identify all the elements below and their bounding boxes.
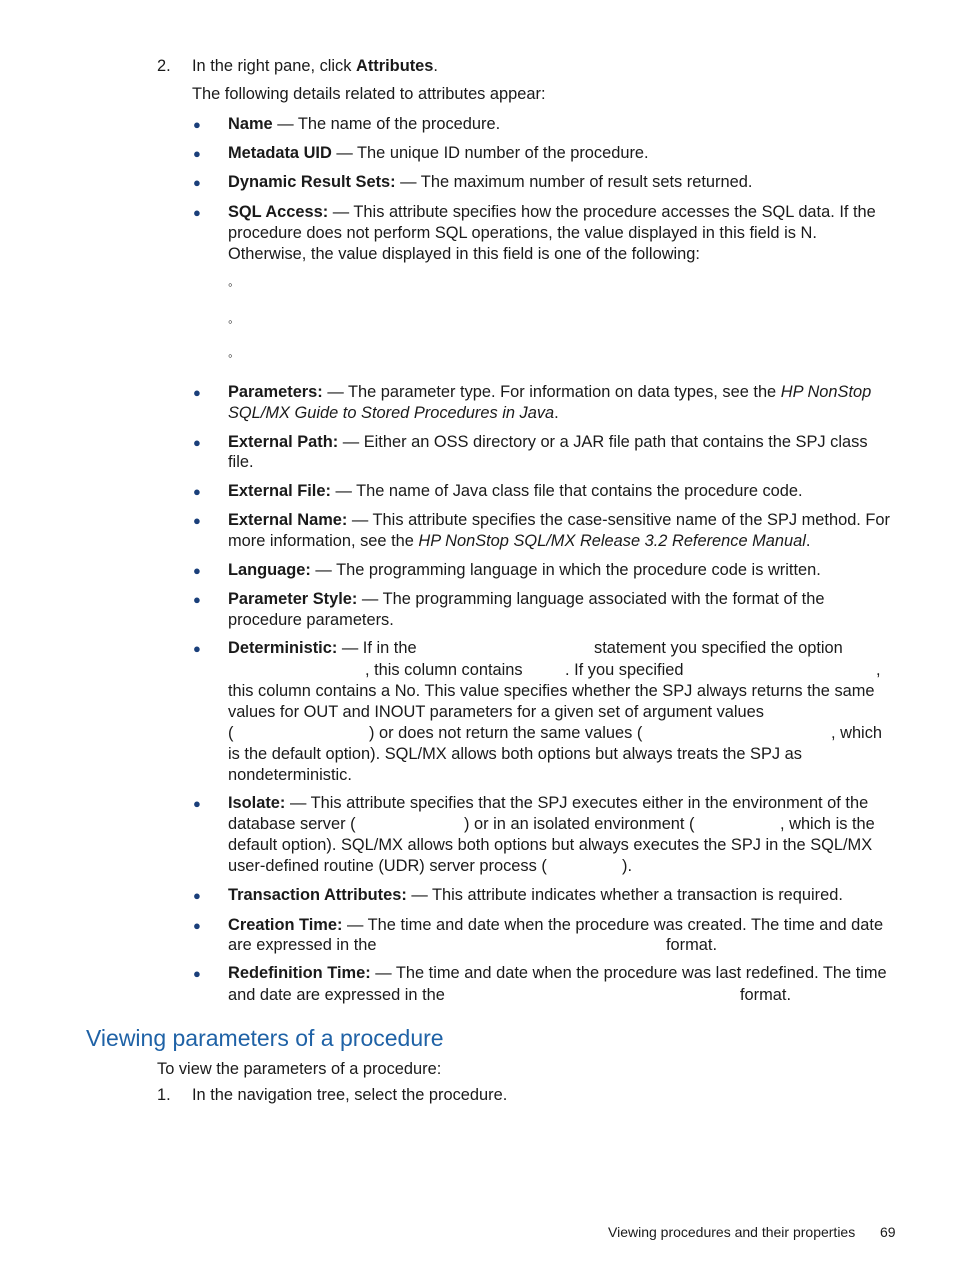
item-isolate-line2a: database server ( <box>228 815 356 833</box>
bullet-icon: ● <box>193 205 201 220</box>
section-heading: Viewing parameters of a procedure <box>86 1025 444 1051</box>
item-isolate-line2c: , which is the <box>780 815 875 833</box>
item-creation-time: Creation Time: — The time and date when the procedure was created. The time and date <box>228 916 884 934</box>
item-deterministic: Deterministic: — If in the <box>228 639 417 657</box>
item-dynamic-result-sets: Dynamic Result Sets: — The maximum number of result sets returned. <box>228 173 753 191</box>
item-transaction-attributes: Transaction Attributes: — This attribute indicates whether a transaction is required. <box>228 886 843 904</box>
item-external-file: External File: — The name of Java class file that contains the procedure code. <box>228 482 803 500</box>
bullet-icon: ● <box>193 918 201 933</box>
item-redefinition-time-line2a: and date are expressed in the <box>228 986 445 1004</box>
item-deterministic-line1b: statement you specified the option <box>594 639 843 657</box>
bullet-icon: ● <box>193 513 201 528</box>
item-name: Name — The name of the procedure. <box>228 115 501 133</box>
item-isolate-line4b: ). <box>622 857 633 875</box>
bullet-icon: ● <box>193 563 201 578</box>
item-deterministic-line2b: . If you specified <box>565 661 684 679</box>
item-isolate: Isolate: — This attribute specifies that the SPJ executes either in the environment of the <box>228 794 869 812</box>
bullet-icon: ● <box>193 117 201 132</box>
step-2-text: In the right pane, click Attributes. <box>192 57 438 75</box>
item-isolate-line2b: ) or in an isolated environment ( <box>464 815 695 833</box>
item-external-path-line2: file. <box>228 453 254 471</box>
sub-bullet-icon: ◦ <box>228 314 233 329</box>
bullet-icon: ● <box>193 592 201 607</box>
item-isolate-line4a: user-defined routine (UDR) server process ( <box>228 857 547 875</box>
item-deterministic-line3: this column contains a No. This value specifies whether the SPJ always returns the same <box>228 682 875 700</box>
bullet-icon: ● <box>193 484 201 499</box>
page-number: 69 <box>880 1224 896 1240</box>
item-deterministic-line2c: , <box>876 661 881 679</box>
bullet-icon: ● <box>193 888 201 903</box>
item-parameter-style: Parameter Style: — The programming language associated with the format of the <box>228 590 825 608</box>
item-sql-access-line2: procedure does not perform SQL operations, the value displayed in this field is N. <box>228 224 817 242</box>
intro-text: The following details related to attributes appear: <box>192 85 546 103</box>
item-parameters-line2: SQL/MX Guide to Stored Procedures in Java. <box>228 404 559 422</box>
item-parameter-style-line2: procedure parameters. <box>228 611 394 629</box>
item-metadata-uid: Metadata UID — The unique ID number of the procedure. <box>228 144 649 162</box>
section-intro: To view the parameters of a procedure: <box>157 1060 442 1078</box>
item-deterministic-line5a: ( <box>228 724 234 742</box>
item-creation-time-line2a: are expressed in the <box>228 936 377 954</box>
item-isolate-line3: default option). SQL/MX allows both options but always executes the SPJ in the SQL/MX <box>228 836 873 854</box>
item-deterministic-line5b: ) or does not return the same values ( <box>369 724 643 742</box>
sub-bullet-icon: ◦ <box>228 277 233 292</box>
item-sql-access-line3: Otherwise, the value displayed in this field is one of the following: <box>228 245 700 263</box>
item-deterministic-line5c: , which <box>831 724 883 742</box>
item-parameters: Parameters: — The parameter type. For information on data types, see the HP NonStop <box>228 383 872 401</box>
bullet-icon: ● <box>193 385 201 400</box>
bullet-icon: ● <box>193 175 201 190</box>
step-number: 2. <box>157 57 171 75</box>
item-external-name-line2: more information, see the HP NonStop SQL/MX Release 3.2 Reference Manual. <box>228 532 811 550</box>
item-deterministic-line2a: , this column contains <box>365 661 523 679</box>
item-deterministic-line7: nondeterministic. <box>228 766 352 784</box>
item-deterministic-line6: is the default option). SQL/MX allows both options but always treats the SPJ as <box>228 745 802 763</box>
footer-title: Viewing procedures and their properties <box>608 1224 856 1240</box>
bullet-icon: ● <box>193 435 201 450</box>
bullet-icon: ● <box>193 641 201 656</box>
attributes-keyword: Attributes <box>356 57 434 75</box>
step-number: 1. <box>157 1086 171 1104</box>
bullet-icon: ● <box>193 146 201 161</box>
step-1-text: In the navigation tree, select the procedure. <box>192 1086 508 1104</box>
item-external-name: External Name: — This attribute specifies the case-sensitive name of the SPJ method. For <box>228 511 891 529</box>
item-deterministic-line4: values for OUT and INOUT parameters for a given set of argument values <box>228 703 764 721</box>
item-language: Language: — The programming language in which the procedure code is written. <box>228 561 821 579</box>
item-redefinition-time-line2b: format. <box>740 986 792 1004</box>
item-sql-access: SQL Access: — This attribute specifies how the procedure accesses the SQL data. If the <box>228 203 876 221</box>
item-redefinition-time: Redefinition Time: — The time and date when the procedure was last redefined. The time <box>228 964 887 982</box>
item-creation-time-line2b: format. <box>666 936 718 954</box>
bullet-icon: ● <box>193 796 201 811</box>
item-external-path: External Path: — Either an OSS directory or a JAR file path that contains the SPJ class <box>228 433 868 451</box>
sub-bullet-icon: ◦ <box>228 348 233 363</box>
bullet-icon: ● <box>193 966 201 981</box>
